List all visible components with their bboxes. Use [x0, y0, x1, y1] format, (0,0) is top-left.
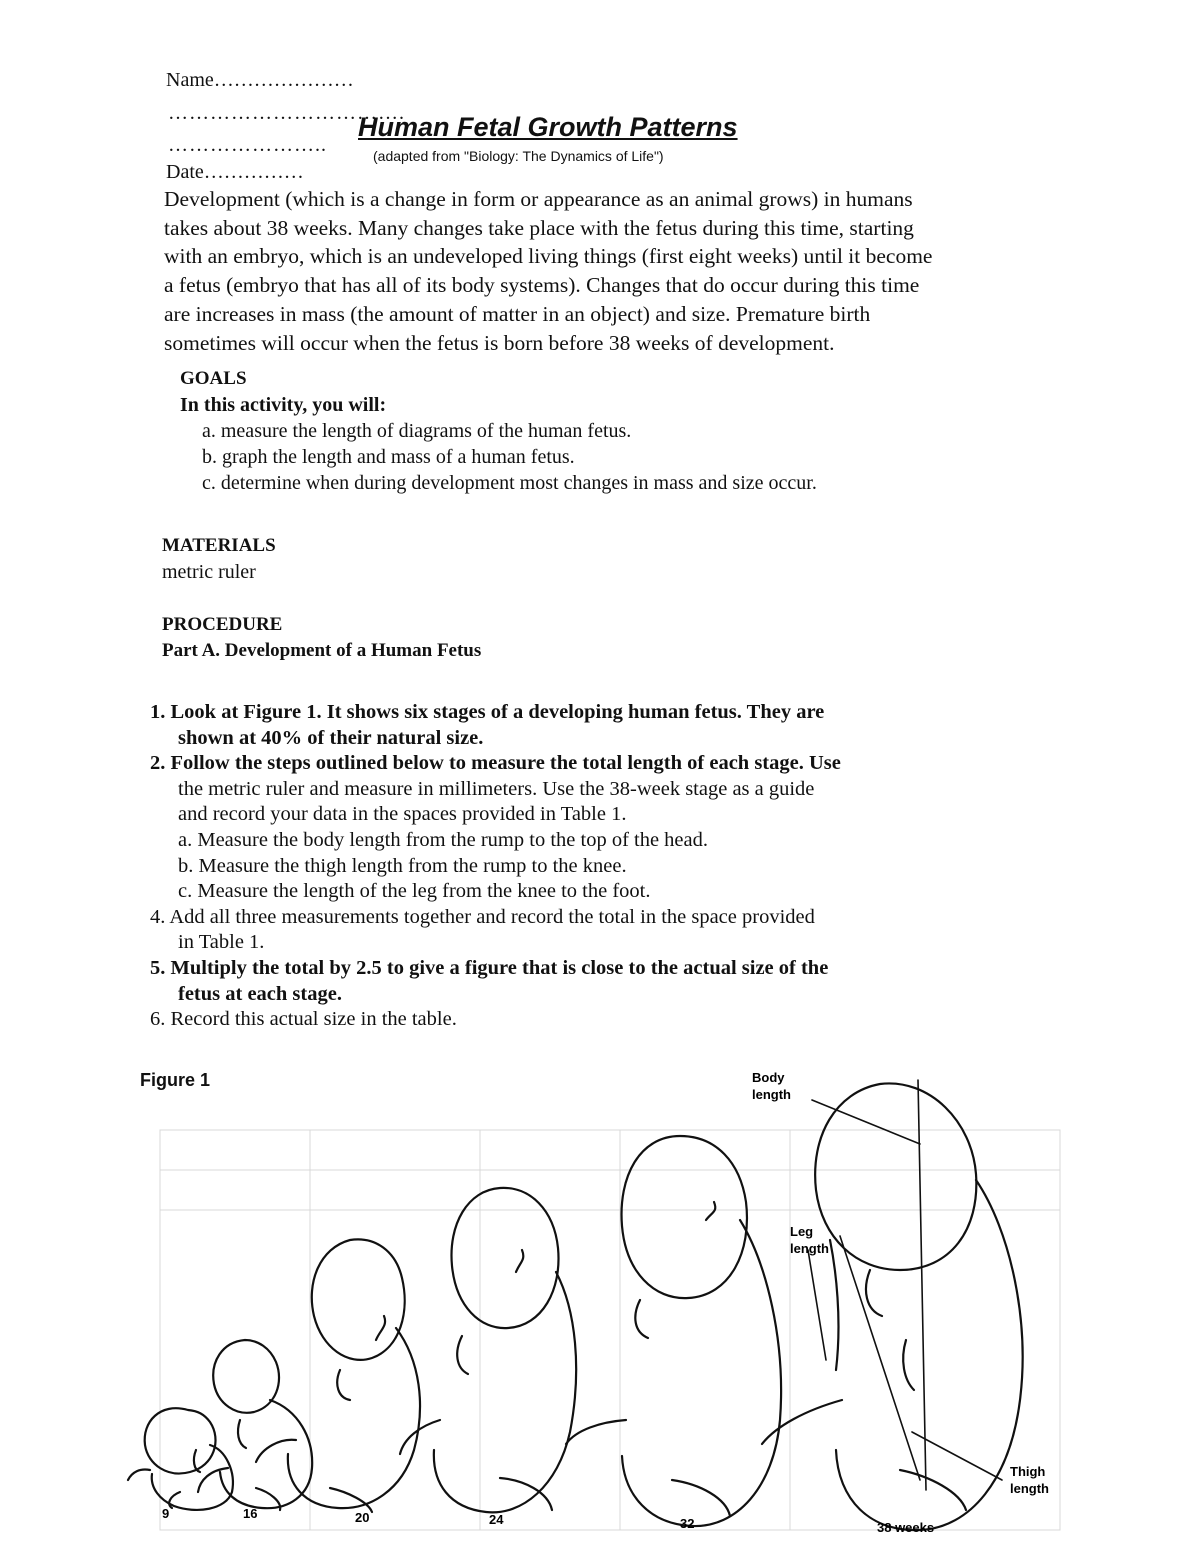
- figure-label: Figure 1: [140, 1070, 211, 1090]
- goals-list: [180, 418, 817, 496]
- procedure-steps: [150, 700, 841, 1033]
- document-title: Human Fetal Growth Patterns: [358, 112, 738, 142]
- procedure-step-line: in Table 1.: [178, 931, 265, 954]
- callout-body-length: Body length: [752, 1070, 791, 1102]
- goals-heading: GOALS: [180, 368, 247, 389]
- procedure-heading: PROCEDURE: [162, 614, 283, 635]
- fetus-stage-38: [762, 1083, 1023, 1530]
- procedure-step-line: fetus at each stage.: [178, 982, 342, 1005]
- procedure-step-line: b. Measure the thigh length from the rump to the knee.: [178, 854, 627, 877]
- procedure-step-line: 5. Multiply the total by 2.5 to give a figure that is close to the actual size of the: [150, 956, 829, 979]
- procedure-section: [162, 612, 481, 664]
- fetus-stage-9: [128, 1408, 233, 1510]
- procedure-step-line: 2. Follow the steps outlined below to measure the total length of each stage. Use: [150, 752, 841, 775]
- materials-item: metric ruler: [162, 561, 256, 583]
- procedure-step-line: and record your data in the spaces provided in Table 1.: [178, 803, 627, 826]
- name-dots-line-1: …………………………….: [168, 102, 405, 124]
- intro-line: Development (which is a change in form or appearance as an animal grows) in humans: [164, 187, 913, 211]
- week-label-20: 20: [355, 1510, 370, 1525]
- week-label-38: 38 weeks: [877, 1520, 935, 1535]
- goals-section: [180, 366, 817, 496]
- fetus-stage-24: [400, 1188, 576, 1512]
- materials-section: [162, 533, 276, 585]
- procedure-step-line: 4. Add all three measurements together and record the total in the space provided: [150, 905, 815, 928]
- procedure-step-line: shown at 40% of their natural size.: [178, 726, 484, 749]
- name-line: Name…………………: [166, 69, 354, 91]
- intro-line: a fetus (embryo that has all of its body systems). Changes that do occur during this time: [164, 273, 920, 298]
- fetal-stages-figure: [0, 1040, 1200, 1553]
- fetus-stage-20: [256, 1239, 420, 1512]
- materials-heading: MATERIALS: [162, 535, 276, 556]
- goal-item: c. determine when during development most changes in mass and size occur.: [202, 472, 817, 494]
- week-label-24: 24: [489, 1512, 504, 1527]
- procedure-step-line: c. Measure the length of the leg from the knee to the foot.: [178, 880, 651, 903]
- document-subtitle: (adapted from "Biology: The Dynamics of Life"): [373, 148, 664, 164]
- name-dots-line-2: …………………..: [168, 134, 327, 156]
- fetus-stage-32: [566, 1136, 781, 1526]
- leg-length-line: [840, 1236, 920, 1480]
- date-line: Date……………: [166, 161, 304, 183]
- intro-paragraph: [164, 185, 932, 357]
- procedure-step-line: a. Measure the body length from the rump to the top of the head.: [178, 828, 709, 851]
- callout-thigh-length: Thigh length: [1010, 1464, 1049, 1496]
- body-length-line: [918, 1080, 926, 1490]
- leg-length-pointer: [808, 1250, 826, 1360]
- week-label-16: 16: [243, 1506, 258, 1521]
- callout-leg-length: Leg length: [790, 1224, 829, 1256]
- intro-line: are increases in mass (the amount of matter in an object) and size. Premature birth: [164, 301, 871, 326]
- goal-item: a. measure the length of diagrams of the human fetus.: [202, 420, 632, 442]
- goal-item: b. graph the length and mass of a human fetus.: [202, 446, 575, 468]
- week-label-9: 9: [162, 1506, 170, 1521]
- procedure-step-line: 1. Look at Figure 1. It shows six stages of a developing human fetus. They are: [150, 701, 825, 723]
- goals-lead: In this activity, you will:: [180, 394, 387, 416]
- procedure-step-line: 6. Record this actual size in the table.: [150, 1008, 457, 1031]
- intro-line: takes about 38 weeks. Many changes take place with the fetus during this time, starting: [164, 215, 914, 240]
- procedure-step-line: the metric ruler and measure in millimeters. Use the 38-week stage as a guide: [178, 777, 815, 800]
- intro-line: with an embryo, which is an undeveloped living things (first eight weeks) until it become: [164, 244, 933, 269]
- week-label-32: 32: [680, 1516, 695, 1531]
- procedure-part-heading: Part A. Development of a Human Fetus: [162, 640, 482, 661]
- intro-line: sometimes will occur when the fetus is born before 38 weeks of development.: [164, 330, 835, 355]
